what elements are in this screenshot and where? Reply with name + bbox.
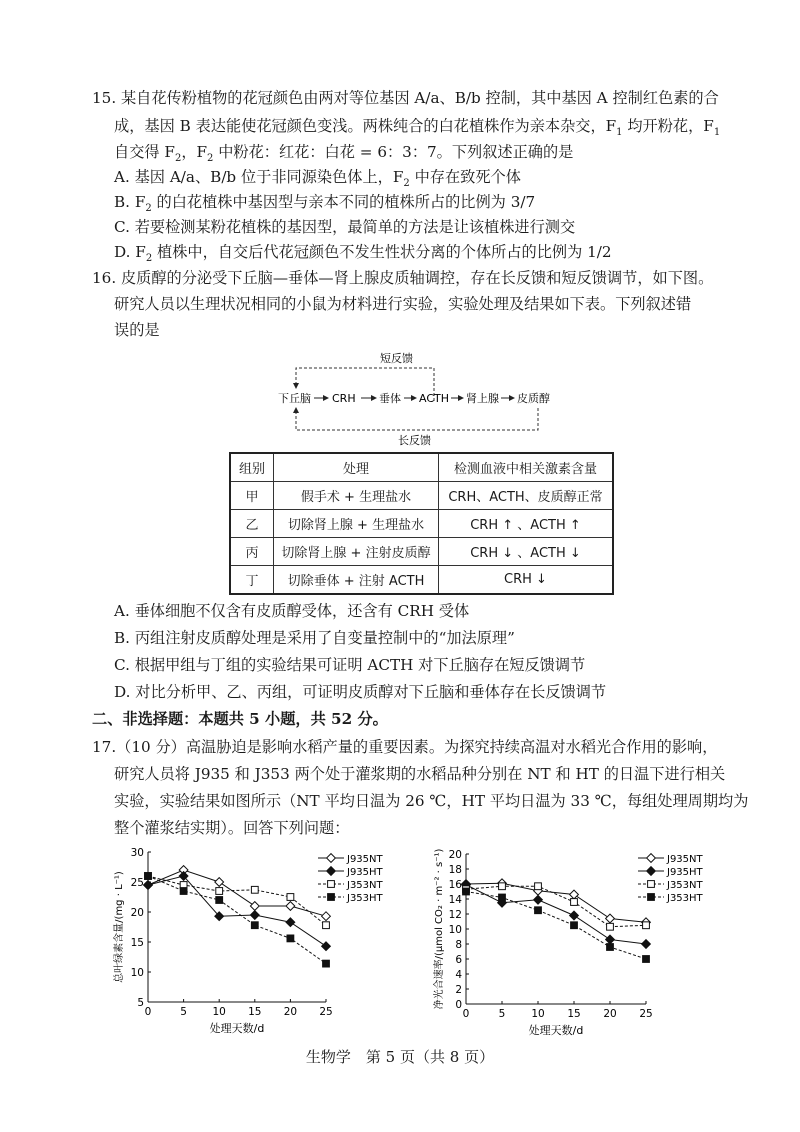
series-J353NT (145, 873, 330, 929)
data-point (607, 923, 614, 930)
q16-option-c: C. 根据甲组与丁组的实验结果可证明 ACTH 对下丘脑存在短反馈调节 (114, 656, 586, 674)
q15-option-c: C. 若要检测某粉花植株的基因型，最简单的方法是让该植株进行测交 (114, 218, 576, 236)
data-point (322, 912, 331, 921)
x-tick-label: 20 (603, 1008, 617, 1020)
x-tick-label: 20 (283, 1006, 298, 1018)
y-tick-label: 15 (130, 937, 144, 949)
y-tick-label: 18 (448, 864, 462, 876)
series-line (148, 876, 326, 964)
series-J935NT (462, 879, 651, 927)
table-cell: CRH ↓ 、ACTH ↓ (439, 538, 614, 566)
y-tick-label: 0 (455, 999, 462, 1011)
col-header-group: 组别 (230, 453, 274, 482)
q15-option-b: B. $F_2$ 的白花植株中基因型与亲本不同的植株所占的比例为 3/7 (114, 193, 536, 215)
y-tick-label: 12 (448, 909, 462, 921)
series-J935HT (462, 880, 651, 948)
table-cell: CRH ↑ 、ACTH ↑ (439, 510, 614, 538)
table-cell: 切除肾上腺 + 生理盐水 (274, 510, 439, 538)
table-cell: CRH、ACTH、皮质醇正常 (439, 482, 614, 510)
data-point (145, 873, 152, 880)
short-feedback-arrow (296, 368, 434, 401)
data-point (251, 886, 258, 893)
long-feedback-label: 长反馈 (398, 434, 431, 447)
x-tick-label: 25 (639, 1008, 653, 1020)
q15-stem-line-3: 自交得 $F_2$，$F_2$ 中粉花：红花：白花 = 6：3：7。下列叙述正确的是 (114, 143, 574, 165)
legend-label: J353NT (667, 880, 703, 891)
col-header-result: 检测血液中相关激素含量 (439, 453, 614, 482)
y-tick-label: 2 (455, 984, 462, 996)
series-J353HT (463, 888, 650, 962)
node-hypothalamus: 下丘脑 (278, 392, 311, 405)
data-point (534, 895, 543, 904)
x-tick-label: 25 (319, 1006, 333, 1018)
y-tick-label: 10 (448, 924, 462, 936)
series-J353NT (463, 883, 650, 930)
data-point (250, 902, 259, 911)
q16-option-a: A. 垂体细胞不仅含有皮质醇受体，还含有 CRH 受体 (114, 602, 470, 620)
legend-marker (648, 881, 655, 888)
y-tick-label: 16 (448, 879, 462, 891)
data-point (216, 897, 223, 904)
y-tick-label: 8 (455, 939, 462, 951)
data-point (643, 922, 650, 929)
x-tick-label: 10 (212, 1006, 226, 1018)
series-J353HT (145, 873, 330, 967)
series-line (466, 892, 646, 960)
node-cortisol: 皮质醇 (517, 392, 550, 405)
q15-stem-line-2: 成，基因 B 表达能使花冠颜色变浅。两株纯合的白花植株作为亲本杂交，$F_1$ 均开粉花，$F_1$ (114, 117, 721, 139)
y-axis-label: 净光合速率/(μmol CO₂ · m⁻² · s⁻¹) (434, 848, 445, 1010)
y-tick-label: 14 (448, 894, 462, 906)
series-line (466, 883, 646, 922)
x-axis-label: 处理天数/d (528, 1024, 584, 1037)
legend-label: J935NT (347, 854, 383, 865)
legend-marker (328, 894, 335, 901)
y-tick-label: 10 (130, 967, 144, 979)
node-adrenal: 肾上腺 (466, 392, 499, 405)
q17-stem-line-3: 实验，实验结果如图所示（NT 平均日温为 26 ℃，HT 平均日温为 33 ℃，每组处理周期均为 (114, 792, 749, 810)
q17-stem-line-4: 整个灌浆结实期）。回答下列问题： (114, 819, 350, 837)
node-acth: ACTH (419, 392, 450, 405)
y-tick-label: 25 (130, 877, 144, 889)
y-tick-label: 5 (137, 997, 144, 1009)
data-point (287, 935, 294, 942)
table-row (230, 510, 613, 538)
data-point (499, 883, 506, 890)
data-point (643, 956, 650, 963)
data-point (570, 890, 579, 899)
node-pituitary: 垂体 (379, 392, 401, 405)
data-point (286, 918, 295, 927)
y-tick-label: 20 (448, 849, 462, 861)
chlorophyll-chart (108, 842, 408, 1042)
legend-label: J935NT (667, 854, 703, 865)
x-tick-label: 10 (531, 1008, 545, 1020)
data-point (251, 922, 258, 929)
q16-stem-line-3: 误的是 (114, 321, 160, 339)
legend-marker (648, 894, 655, 901)
photosynthesis-rate-chart (428, 842, 728, 1042)
table-cell: 切除垂体 + 注射 ACTH (274, 566, 439, 595)
legend-marker (327, 854, 336, 863)
long-feedback-arrow (296, 408, 538, 430)
table-cell: 乙 (230, 510, 274, 538)
y-tick-label: 20 (130, 907, 144, 919)
q16-option-d: D. 对比分析甲、乙、丙组，可证明皮质醇对下丘脑和垂体存在长反馈调节 (114, 683, 607, 701)
table-row (230, 566, 613, 595)
series-J935HT (144, 872, 331, 951)
legend-label: J935HT (667, 867, 703, 878)
q16-stem-line-2: 研究人员以生理状况相同的小鼠为材料进行实验，实验处理及结果如下表。下列叙述错 (114, 295, 692, 313)
series-line (148, 876, 326, 925)
short-feedback-label: 短反馈 (380, 352, 413, 365)
y-axis-label: 总叶绿素含量/(mg · L⁻¹) (114, 871, 125, 983)
data-point (323, 922, 330, 929)
node-crh: CRH (332, 392, 356, 405)
legend-marker (647, 867, 656, 876)
data-point (570, 911, 579, 920)
data-point (323, 960, 330, 967)
table-cell: 丙 (230, 538, 274, 566)
data-point (571, 899, 578, 906)
feedback-diagram (270, 348, 570, 448)
x-tick-label: 0 (462, 1008, 470, 1020)
table-cell: 假手术 + 生理盐水 (274, 482, 439, 510)
q16-stem-line-1: 16. 皮质醇的分泌受下丘脑—垂体—肾上腺皮质轴调控，存在长反馈和短反馈调节，如下图。 (92, 269, 714, 287)
x-tick-label: 15 (567, 1008, 581, 1020)
table-cell: 甲 (230, 482, 274, 510)
x-tick-label: 0 (144, 1006, 152, 1018)
page-footer: 生物学 第 5 页（共 8 页） (305, 1048, 495, 1066)
legend-marker (647, 854, 656, 863)
q17-stem-line-2: 研究人员将 J935 和 J353 两个处于灌浆期的水稻品种分别在 NT 和 HT 的日温下进行相关 (114, 765, 726, 783)
q15-option-d: D. $F_2$ 植株中，自交后代花冠颜色不发生性状分离的个体所占的比例为 1/2 (114, 243, 612, 265)
data-point (322, 942, 331, 951)
col-header-treatment: 处理 (274, 453, 439, 482)
experiment-table (229, 452, 614, 595)
data-point (250, 911, 259, 920)
q16-option-b: B. 丙组注射皮质醇处理是采用了自变量控制中的“加法原理” (114, 629, 515, 647)
data-point (535, 883, 542, 890)
y-tick-label: 30 (130, 847, 144, 859)
legend-label: J353HT (667, 893, 703, 904)
table-cell: 丁 (230, 566, 274, 595)
x-tick-label: 15 (248, 1006, 262, 1018)
data-point (607, 944, 614, 951)
q17-stem-line-1: 17.（10 分）高温胁迫是影响水稻产量的重要因素。为探究持续高温对水稻光合作用的影响， (92, 738, 718, 756)
q15-stem-line-1: 15. 某自花传粉植物的花冠颜色由两对等位基因 A/a、B/b 控制，其中基因 A 控制红色素的合 (92, 89, 719, 107)
x-tick-label: 5 (498, 1008, 506, 1020)
table-row (230, 482, 613, 510)
series-line (148, 870, 326, 916)
data-point (215, 878, 224, 887)
data-point (606, 935, 615, 944)
legend-marker (327, 867, 336, 876)
y-tick-label: 4 (455, 969, 462, 981)
data-point (535, 907, 542, 914)
data-point (180, 888, 187, 895)
table-cell: 切除肾上腺 + 注射皮质醇 (274, 538, 439, 566)
data-point (606, 914, 615, 923)
q15-option-a: A. 基因 A/a、B/b 位于非同源染色体上，$F_2$ 中存在致死个体 (114, 168, 521, 190)
series-line (148, 876, 326, 946)
data-point (287, 894, 294, 901)
data-point (286, 902, 295, 911)
x-axis-label: 处理天数/d (209, 1022, 265, 1035)
legend-label: J935HT (347, 867, 383, 878)
data-point (463, 888, 470, 895)
legend-marker (328, 881, 335, 888)
table-cell: CRH ↓ (439, 566, 614, 595)
data-point (571, 922, 578, 929)
data-point (216, 888, 223, 895)
data-point (642, 940, 651, 949)
legend-label: J353HT (347, 893, 383, 904)
y-tick-label: 6 (455, 954, 462, 966)
data-point (144, 881, 153, 890)
table-row (230, 538, 613, 566)
table-header-row (230, 453, 613, 482)
data-point (499, 894, 506, 901)
legend-label: J353NT (347, 880, 383, 891)
x-tick-label: 5 (180, 1006, 187, 1018)
section-heading: 二、非选择题：本题共 5 小题，共 52 分。 (92, 710, 388, 728)
